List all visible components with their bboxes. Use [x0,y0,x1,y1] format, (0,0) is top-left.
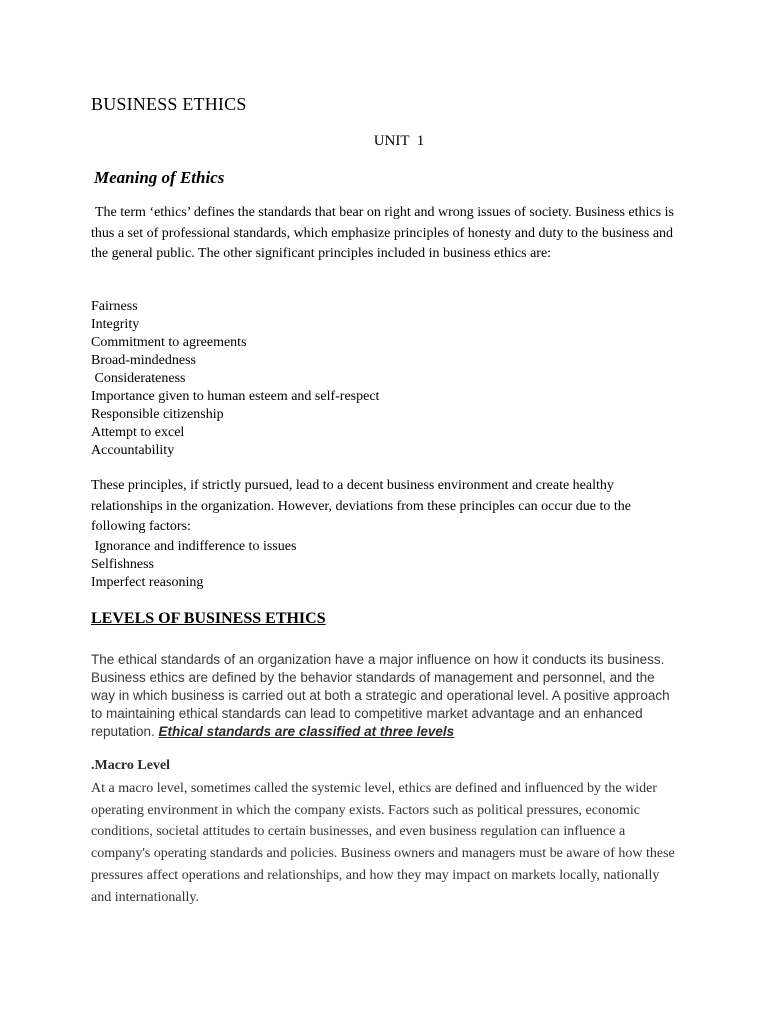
list-item: Accountability [91,443,175,458]
list-item: Responsible citizenship [91,407,224,422]
levels-paragraph-text: The ethical standards of an organization have a major influence on how it conducts its business. Business ethics are defined by the behavior standards of management and personnel, and the way in which business is carried out at both a strategic and operational level. A positive approach to maintaining ethical standards can lead to competitive market advantage and an enhanced reputation. [91,652,670,739]
meaning-of-ethics-heading: Meaning of Ethics [94,168,225,187]
levels-paragraph [91,651,681,741]
list-item: Selfishness [91,557,154,572]
list-item: Importance given to human esteem and self-respect [91,389,380,404]
macro-paragraph: At a macro level, sometimes called the systemic level, ethics are defined and influenced by the wider operating environment in which the company exists. Factors such as political pressures, economic conditions, societal attitudes to certain businesses, and even business regulation can influence a company's operating standards and policies. Business owners and managers must be aware of how these pressures affect operations and relationships, and how they may impact on markets locally, nationally and internationally. [91,781,675,905]
levels-emphasis: Ethical standards are classified at three levels [158,724,455,739]
list-item: Broad-mindedness [91,353,196,368]
levels-heading: LEVELS OF BUSINESS ETHICS [91,610,326,627]
principles-list [91,298,379,460]
list-item: Attempt to excel [91,425,185,440]
list-item: Imperfect reasoning [91,575,204,590]
list-item: Commitment to agreements [91,335,247,350]
list-item: Fairness [91,299,138,314]
deviation-factors-list [91,538,296,592]
document-title: BUSINESS ETHICS [91,94,247,114]
deviation-paragraph: These principles, if strictly pursued, lead to a decent business environment and create healthy relationships in the organization. However, deviations from these principles can occur due to the following factors: [91,478,631,534]
list-item: Integrity [91,317,140,332]
list-item: Ignorance and indifference to issues [91,539,297,554]
intro-paragraph: The term ‘ethics’ defines the standards that bear on right and wrong issues of society. Business ethics is thus a set of professional standards, which emphasize principles of honesty and duty to the business and the general public. The other significant principles included in business ethics are: [91,205,674,261]
macro-level-heading: .Macro Level [91,758,171,773]
unit-label: UNIT 1 [373,133,425,149]
list-item: Considerateness [91,371,186,386]
